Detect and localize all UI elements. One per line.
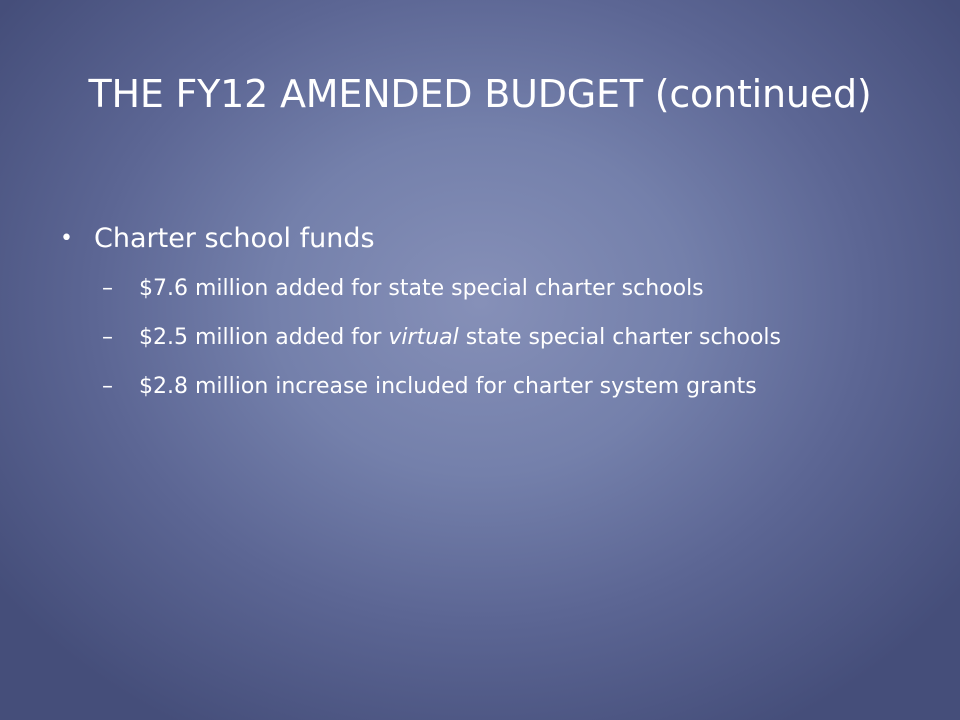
sub-bullet-emphasis: virtual	[388, 325, 459, 350]
sub-bullet-text: $7.6 million added for state special charter schools	[139, 276, 704, 301]
sub-bullet-text: $2.8 million increase included for charter system grants	[139, 374, 757, 399]
bullet-text: Charter school funds	[94, 223, 375, 254]
sub-bullet-text-start: $2.5 million added for	[139, 325, 389, 350]
dash-icon: –	[102, 374, 113, 399]
bullet-item	[60, 216, 910, 262]
sub-bullet-text-end: state special charter schools	[458, 325, 781, 350]
sub-bullet-list	[60, 270, 910, 405]
bullet-icon: •	[60, 226, 73, 251]
sub-bullet-item	[60, 368, 889, 405]
dash-icon: –	[102, 325, 113, 350]
dash-icon: –	[102, 276, 113, 301]
slide-content	[60, 216, 910, 417]
sub-bullet-item	[60, 270, 889, 307]
sub-bullet-item	[60, 319, 889, 356]
slide-title: THE FY12 AMENDED BUDGET (continued)	[88, 72, 872, 116]
